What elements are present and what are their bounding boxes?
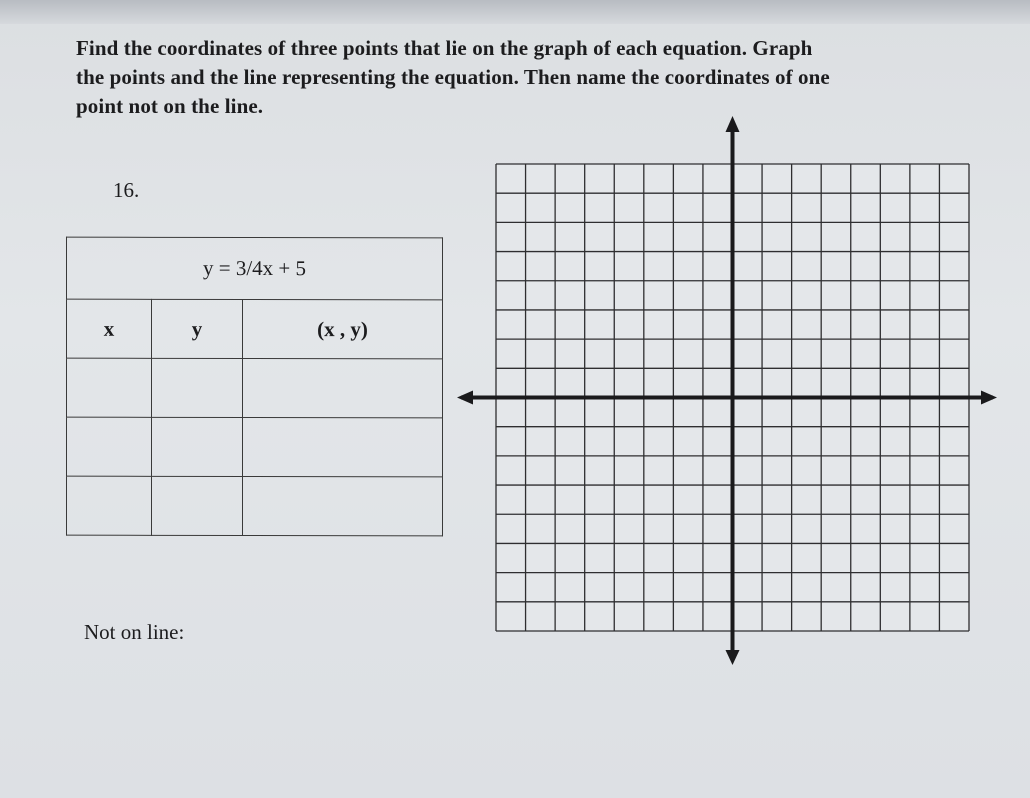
table-row	[67, 358, 443, 418]
top-edge	[0, 0, 1030, 24]
y-cell[interactable]	[152, 476, 243, 535]
xy-cell[interactable]	[243, 358, 443, 417]
xy-table	[66, 237, 443, 537]
x-cell[interactable]	[67, 476, 152, 535]
x-cell[interactable]	[67, 358, 152, 417]
column-header-xy: (x , y)	[243, 299, 443, 358]
not-on-line-label: Not on line:	[84, 620, 185, 644]
xy-cell[interactable]	[243, 476, 443, 535]
instructions-text	[76, 34, 976, 121]
equation-header: y = 3/4x + 5	[67, 237, 443, 300]
instructions-line-3: point not on the line.	[76, 94, 264, 118]
arrow-left-icon	[457, 391, 473, 405]
instructions-line-2: the points and the line representing the equation. Then name the coordinates of one	[76, 65, 830, 89]
table-row	[67, 476, 443, 536]
problem-number: 16.	[113, 178, 140, 202]
column-header-y: y	[152, 299, 243, 358]
x-cell[interactable]	[67, 417, 152, 476]
arrow-down-icon	[726, 650, 740, 665]
xy-cell[interactable]	[243, 417, 443, 476]
arrow-up-icon	[726, 116, 740, 132]
y-cell[interactable]	[152, 417, 243, 476]
coordinate-grid[interactable]	[455, 112, 1000, 668]
instructions-line-1: Find the coordinates of three points that lie on the graph of each equation. Graph	[76, 36, 813, 60]
column-header-x: x	[67, 299, 152, 358]
arrow-right-icon	[981, 391, 997, 405]
y-cell[interactable]	[152, 358, 243, 417]
table-row	[67, 417, 443, 477]
